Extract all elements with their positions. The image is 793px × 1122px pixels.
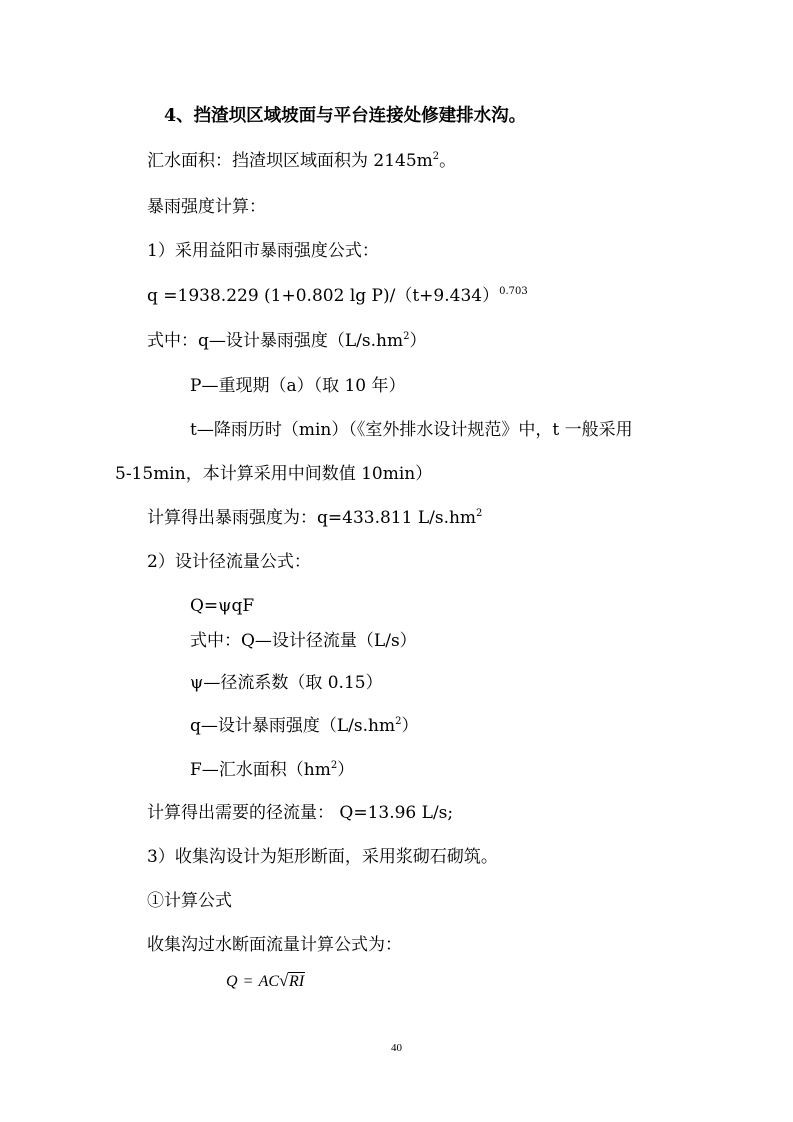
definition-F (190, 759, 354, 781)
item-1-text: 1）采用益阳市暴雨强度公式： (147, 241, 379, 261)
calc-formula-title: ①计算公式 (147, 891, 232, 911)
definition-psi: ψ—径流系数（取 0.15） (190, 673, 383, 693)
definition-t-line-1: t—降雨历时（min）（《室外排水设计规范》中，t 一般采用 (190, 420, 633, 440)
formula-equals: = (243, 973, 253, 990)
formula-ac: AC (258, 973, 280, 990)
rain-intensity-exponent: 0.703 (499, 286, 528, 297)
item-2-text: 2）设计径流量公式： (147, 552, 311, 572)
section-heading: 4、挡渣坝区域坡面与平台连接处修建排水沟。 (164, 106, 527, 126)
flow-formula-intro: 收集沟过水断面流量计算公式为： (147, 935, 402, 955)
definition-p: P—重现期（a）（取 10 年） (190, 376, 406, 396)
radical-sign: √ (279, 971, 289, 990)
definition-q2 (190, 715, 418, 737)
definition-F-tail: ） (337, 760, 355, 780)
definition-q2-sup: 2 (395, 716, 402, 727)
square-root-icon (279, 973, 305, 991)
runoff-formula: Q=ψqF (190, 596, 255, 616)
item-3-text: 3）收集沟设计为矩形断面，采用浆砌石砌筑。 (147, 847, 498, 867)
definition-F-sup: 2 (330, 760, 338, 771)
definition-q-tail: ） (409, 331, 427, 351)
definition-q (147, 330, 426, 352)
rain-intensity-result-sup: 2 (476, 508, 483, 519)
formula-radicand: RI (289, 973, 305, 990)
catchment-area-text (147, 150, 456, 172)
rain-intensity-formula (147, 285, 528, 307)
definition-q2-tail: ） (401, 716, 419, 736)
catchment-area-value: 汇水面积：挡渣坝区域面积为 2145m (147, 151, 433, 171)
definition-q2-text: q—设计暴雨强度（L/s.hm (190, 716, 396, 736)
catchment-area-tail: 。 (439, 151, 457, 171)
rain-calc-title: 暴雨强度计算： (147, 197, 266, 217)
page-number: 40 (391, 1042, 402, 1054)
definition-F-text: F—汇水面积（hm (190, 760, 331, 780)
formula-lhs: Q (226, 973, 238, 990)
runoff-result: 计算得出需要的径流量： Q=13.96 L/s; (147, 803, 454, 823)
rain-intensity-formula-text: q =1938.229 (1+0.802 lg P)/（t+9.434） (147, 286, 500, 306)
rain-intensity-result (147, 507, 482, 529)
definition-t-line-2: 5-15min，本计算采用中间数值 10min） (115, 464, 433, 484)
catchment-area-sup: 2 (432, 151, 440, 162)
manning-formula (226, 973, 305, 991)
rain-intensity-result-text: 计算得出暴雨强度为：q=433.811 L/s.hm (147, 508, 477, 528)
definition-q-sup: 2 (403, 331, 410, 342)
definition-Q: 式中：Q—设计径流量（L/s） (190, 631, 417, 651)
definition-q-text: 式中：q—设计暴雨强度（L/s.hm (147, 331, 404, 351)
